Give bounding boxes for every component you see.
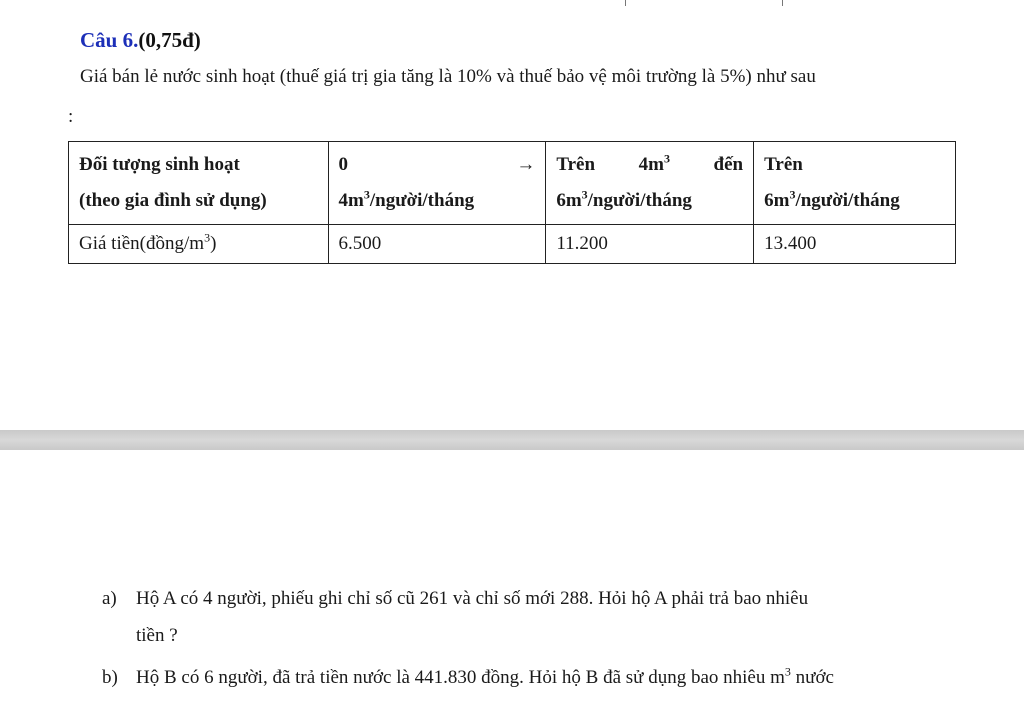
page-edge-tick [782, 0, 783, 6]
page-separator [0, 430, 1024, 450]
table-header-row [69, 142, 956, 225]
header-tier3-line1: Trên [764, 154, 803, 175]
header-tier1-line1 [339, 154, 536, 176]
header-tier1-line2: $4m^3/người$/tháng [338, 187, 475, 211]
question-title [80, 28, 201, 53]
price-tier1: 6.500 [328, 225, 546, 264]
item-b-line1: Hộ B có 6 người, đã trả tiền nước là 441.830 đồng. Hỏi hộ B đã sử dụng bao nhiêu $m^3$ nước [136, 664, 834, 688]
price-tier2: 11.200 [546, 225, 754, 264]
header-cell-tier2 [546, 142, 754, 225]
question-number: Câu 6. [80, 28, 139, 52]
arrow-icon: → [516, 154, 536, 175]
tier1-start: 0 [338, 154, 349, 175]
question-points: (0,75đ) [138, 28, 201, 52]
header-tier2-line2: $6m^3/người$/tháng [556, 187, 692, 211]
header-tier2-line1: Trên $4m^3$ đến [556, 151, 744, 175]
question-intro: Giá bán lẻ nước sinh hoạt (thuế giá trị gia tăng là 10% và thuế bảo vệ môi trường là 5%) như sau [80, 66, 816, 87]
header-cell-category [69, 142, 329, 225]
table-row [69, 225, 956, 264]
price-row-label: Giá $tiền(đồng/m^3)$ [69, 225, 329, 264]
intro-colon: : [68, 106, 74, 127]
item-b-label: b) [102, 667, 118, 688]
page-edge-tick [625, 0, 626, 6]
item-a-line1: Hộ A có 4 người, phiếu ghi chỉ số cũ 261 và chỉ số mới 288. Hỏi hộ A phải trả bao nhiêu [136, 588, 809, 609]
document-page-bottom [0, 450, 1024, 720]
header-tier3-line2: $6m^3/người$/tháng [764, 187, 900, 211]
header-cell-tier3 [754, 142, 956, 225]
water-price-table [68, 141, 956, 264]
header-category-line1: Đối tượng sinh hoạt [79, 154, 240, 175]
header-cell-tier1 [328, 142, 546, 225]
price-tier3: 13.400 [754, 225, 956, 264]
item-a-line2: tiền ? [136, 625, 178, 646]
item-a-label: a) [102, 588, 117, 609]
header-category-line2: (theo gia đình sử dụng) [79, 190, 267, 211]
